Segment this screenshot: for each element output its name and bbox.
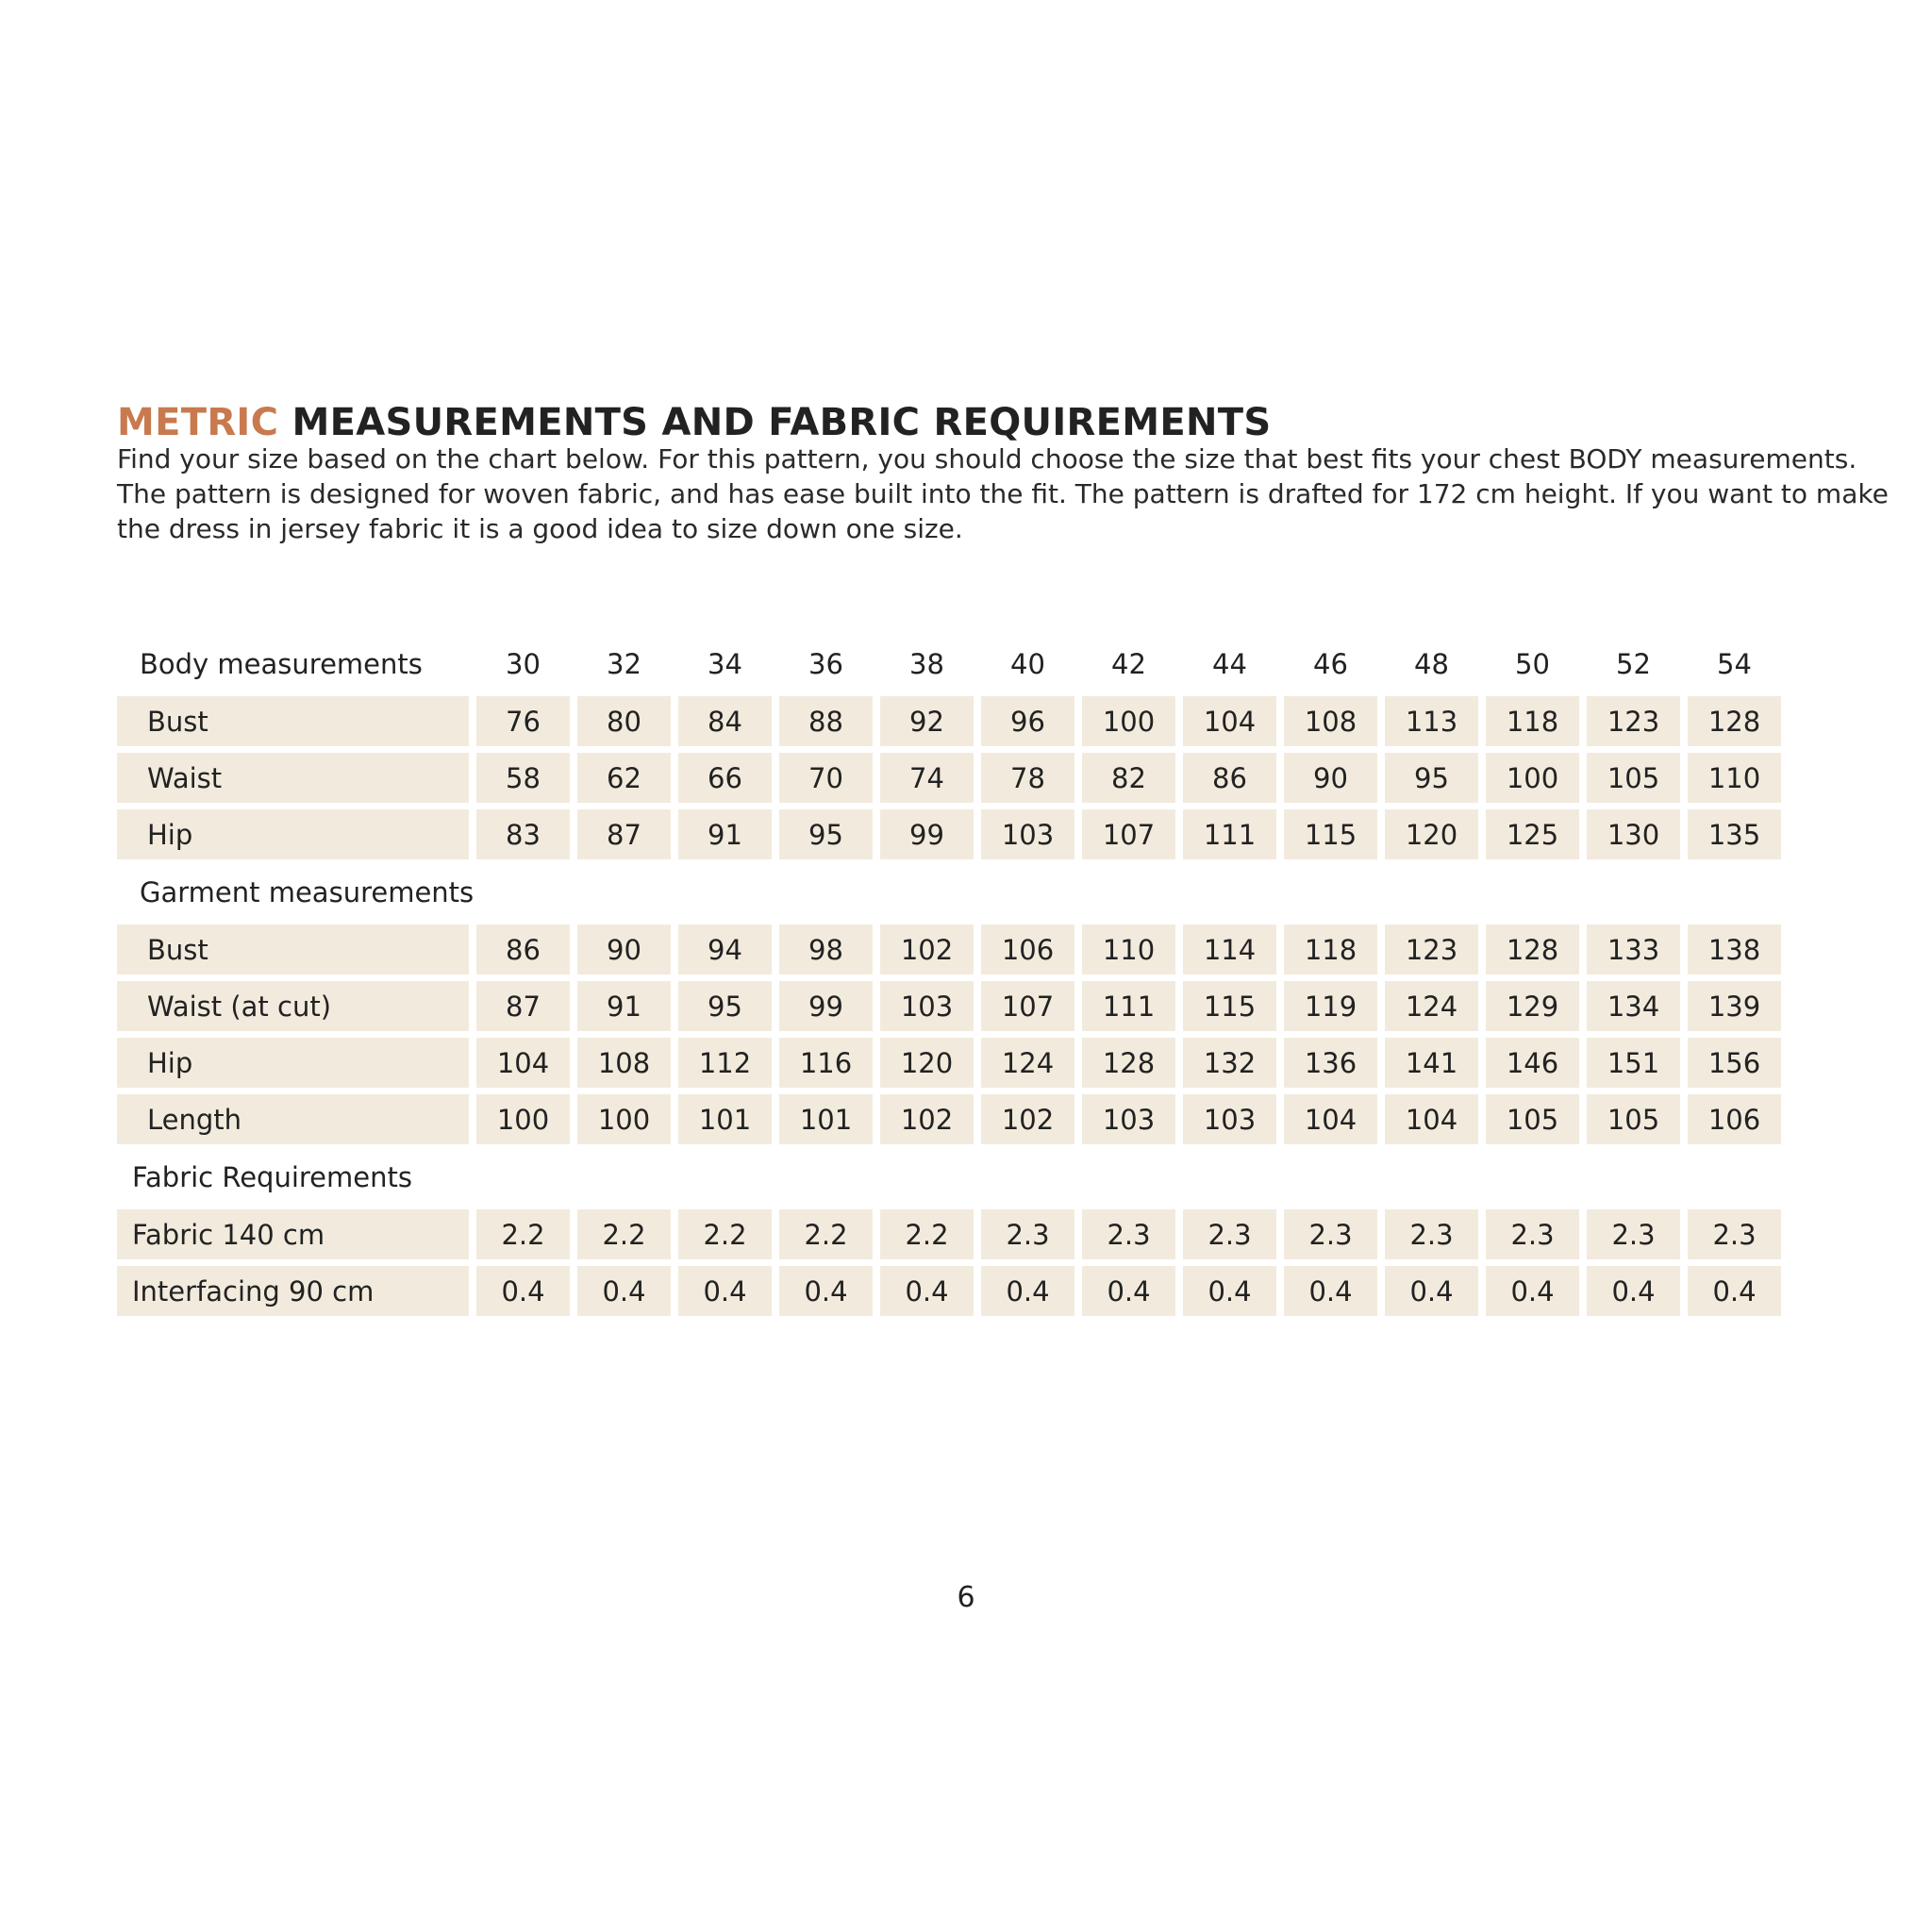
- table-cell: 107: [1082, 809, 1175, 859]
- table-cell: 123: [1587, 696, 1680, 746]
- table-cell: 95: [678, 981, 772, 1031]
- size-chart-table: [117, 638, 1781, 1323]
- table-cell: 2.3: [1082, 1209, 1175, 1259]
- section-heading: Garment measurements: [140, 876, 475, 908]
- row-label: Interfacing 90 cm: [117, 1266, 469, 1316]
- page-number: 6: [957, 1581, 975, 1614]
- table-cell: 128: [1082, 1038, 1175, 1088]
- table-cell: 0.4: [1082, 1266, 1175, 1316]
- table-cell: 118: [1486, 696, 1579, 746]
- table-cell: 111: [1183, 809, 1276, 859]
- table-cell: 2.2: [779, 1209, 873, 1259]
- size-header-cell: 32: [607, 648, 641, 680]
- table-cell: 105: [1587, 1094, 1680, 1144]
- header-label: Body measurements: [140, 648, 423, 680]
- table-cell: 135: [1688, 809, 1781, 859]
- title-rest: MEASUREMENTS AND FABRIC REQUIREMENTS: [278, 401, 1272, 444]
- table-cell: 0.4: [1284, 1266, 1377, 1316]
- table-cell: 120: [880, 1038, 974, 1088]
- table-cell: 118: [1284, 924, 1377, 974]
- table-cell: 87: [577, 809, 671, 859]
- table-cell: 0.4: [577, 1266, 671, 1316]
- table-row: [117, 696, 1781, 746]
- table-cell: 136: [1284, 1038, 1377, 1088]
- table-cell: 95: [1385, 753, 1478, 803]
- size-header-cell: 54: [1717, 648, 1752, 680]
- row-label: Bust: [117, 924, 469, 974]
- table-cell: 86: [476, 924, 570, 974]
- table-cell: 113: [1385, 696, 1478, 746]
- table-cell: 83: [476, 809, 570, 859]
- table-cell: 0.4: [1486, 1266, 1579, 1316]
- table-cell: 115: [1284, 809, 1377, 859]
- table-cell: 130: [1587, 809, 1680, 859]
- table-cell: 100: [476, 1094, 570, 1144]
- table-cell: 100: [1486, 753, 1579, 803]
- table-row: [117, 981, 1781, 1031]
- table-cell: 123: [1385, 924, 1478, 974]
- table-cell: 151: [1587, 1038, 1680, 1088]
- table-cell: 98: [779, 924, 873, 974]
- table-cell: 108: [577, 1038, 671, 1088]
- table-cell: 87: [476, 981, 570, 1031]
- table-cell: 104: [476, 1038, 570, 1088]
- table-cell: 100: [577, 1094, 671, 1144]
- table-cell: 2.3: [1587, 1209, 1680, 1259]
- table-cell: 2.3: [1486, 1209, 1579, 1259]
- table-cell: 134: [1587, 981, 1680, 1031]
- table-cell: 156: [1688, 1038, 1781, 1088]
- size-header-cell: 50: [1515, 648, 1550, 680]
- table-cell: 0.4: [1688, 1266, 1781, 1316]
- table-cell: 110: [1688, 753, 1781, 803]
- size-header-cell: 52: [1616, 648, 1651, 680]
- table-cell: 2.2: [577, 1209, 671, 1259]
- table-header-row: [117, 638, 1781, 691]
- table-cell: 102: [880, 1094, 974, 1144]
- table-cell: 104: [1284, 1094, 1377, 1144]
- table-cell: 141: [1385, 1038, 1478, 1088]
- table-cell: 74: [880, 753, 974, 803]
- table-cell: 2.2: [678, 1209, 772, 1259]
- table-cell: 114: [1183, 924, 1276, 974]
- table-cell: 103: [880, 981, 974, 1031]
- table-row: [117, 1209, 1781, 1259]
- title-accent: METRIC: [117, 401, 279, 444]
- table-row: [117, 924, 1781, 974]
- intro-line: Find your size based on the chart below. For this pattern, you should choose the size that best fits your chest BODY measurements.: [117, 443, 1857, 475]
- table-cell: 129: [1486, 981, 1579, 1031]
- size-header-cell: 36: [808, 648, 843, 680]
- table-cell: 58: [476, 753, 570, 803]
- table-cell: 103: [981, 809, 1074, 859]
- size-header-cell: 38: [909, 648, 944, 680]
- table-cell: 90: [1284, 753, 1377, 803]
- table-cell: 99: [779, 981, 873, 1031]
- row-label: Waist (at cut): [117, 981, 469, 1031]
- row-label: Waist: [117, 753, 469, 803]
- table-cell: 116: [779, 1038, 873, 1088]
- table-cell: 91: [678, 809, 772, 859]
- table-cell: 138: [1688, 924, 1781, 974]
- row-label: Fabric 140 cm: [117, 1209, 469, 1259]
- table-cell: 128: [1486, 924, 1579, 974]
- table-cell: 0.4: [678, 1266, 772, 1316]
- table-cell: 0.4: [981, 1266, 1074, 1316]
- table-row: [117, 1038, 1781, 1088]
- table-cell: 102: [880, 924, 974, 974]
- size-header-cell: 34: [708, 648, 742, 680]
- table-cell: 66: [678, 753, 772, 803]
- table-cell: 106: [981, 924, 1074, 974]
- table-cell: 104: [1385, 1094, 1478, 1144]
- table-cell: 2.2: [476, 1209, 570, 1259]
- row-label: Hip: [117, 809, 469, 859]
- size-header-cell: 48: [1414, 648, 1449, 680]
- table-cell: 84: [678, 696, 772, 746]
- table-cell: 124: [981, 1038, 1074, 1088]
- table-cell: 76: [476, 696, 570, 746]
- table-cell: 88: [779, 696, 873, 746]
- table-row: [117, 809, 1781, 859]
- table-cell: 2.3: [1284, 1209, 1377, 1259]
- table-cell: 110: [1082, 924, 1175, 974]
- table-cell: 2.3: [1385, 1209, 1478, 1259]
- table-cell: 95: [779, 809, 873, 859]
- table-cell: 139: [1688, 981, 1781, 1031]
- table-cell: 104: [1183, 696, 1276, 746]
- table-cell: 70: [779, 753, 873, 803]
- table-cell: 103: [1082, 1094, 1175, 1144]
- table-cell: 92: [880, 696, 974, 746]
- row-label: Bust: [117, 696, 469, 746]
- table-cell: 82: [1082, 753, 1175, 803]
- intro-line: the dress in jersey fabric it is a good idea to size down one size.: [117, 513, 963, 544]
- table-cell: 100: [1082, 696, 1175, 746]
- table-cell: 103: [1183, 1094, 1276, 1144]
- table-cell: 91: [577, 981, 671, 1031]
- table-cell: 0.4: [880, 1266, 974, 1316]
- page-title: [117, 398, 1271, 447]
- table-cell: 94: [678, 924, 772, 974]
- table-cell: 101: [779, 1094, 873, 1144]
- table-cell: 96: [981, 696, 1074, 746]
- row-label: Hip: [117, 1038, 469, 1088]
- table-cell: 107: [981, 981, 1074, 1031]
- size-header-cell: 40: [1010, 648, 1045, 680]
- table-cell: 108: [1284, 696, 1377, 746]
- table-cell: 2.2: [880, 1209, 974, 1259]
- table-cell: 0.4: [1183, 1266, 1276, 1316]
- table-cell: 105: [1587, 753, 1680, 803]
- section-heading-row: [117, 866, 1781, 919]
- size-header-cell: 30: [506, 648, 541, 680]
- section-heading-row: [117, 1151, 1781, 1204]
- table-row: [117, 753, 1781, 803]
- table-cell: 146: [1486, 1038, 1579, 1088]
- table-cell: 124: [1385, 981, 1478, 1031]
- size-header-cell: 46: [1313, 648, 1348, 680]
- table-cell: 62: [577, 753, 671, 803]
- section-heading: Fabric Requirements: [132, 1161, 412, 1193]
- table-cell: 115: [1183, 981, 1276, 1031]
- row-label: Length: [117, 1094, 469, 1144]
- size-header-cell: 44: [1212, 648, 1247, 680]
- table-cell: 99: [880, 809, 974, 859]
- table-cell: 0.4: [779, 1266, 873, 1316]
- table-cell: 125: [1486, 809, 1579, 859]
- table-cell: 106: [1688, 1094, 1781, 1144]
- table-cell: 111: [1082, 981, 1175, 1031]
- table-cell: 105: [1486, 1094, 1579, 1144]
- table-cell: 2.3: [1183, 1209, 1276, 1259]
- size-header-cell: 42: [1111, 648, 1146, 680]
- table-cell: 0.4: [476, 1266, 570, 1316]
- table-cell: 90: [577, 924, 671, 974]
- table-cell: 128: [1688, 696, 1781, 746]
- table-cell: 119: [1284, 981, 1377, 1031]
- table-cell: 86: [1183, 753, 1276, 803]
- table-cell: 101: [678, 1094, 772, 1144]
- table-row: [117, 1266, 1781, 1316]
- table-cell: 2.3: [1688, 1209, 1781, 1259]
- table-cell: 132: [1183, 1038, 1276, 1088]
- intro-line: The pattern is designed for woven fabric, and has ease built into the fit. The pattern is drafted for 172 cm height. If you want to make: [117, 478, 1889, 509]
- table-cell: 80: [577, 696, 671, 746]
- table-cell: 112: [678, 1038, 772, 1088]
- table-cell: 0.4: [1587, 1266, 1680, 1316]
- table-cell: 0.4: [1385, 1266, 1478, 1316]
- table-row: [117, 1094, 1781, 1144]
- intro-paragraph: [117, 441, 1889, 546]
- table-cell: 102: [981, 1094, 1074, 1144]
- table-cell: 2.3: [981, 1209, 1074, 1259]
- table-cell: 133: [1587, 924, 1680, 974]
- table-cell: 120: [1385, 809, 1478, 859]
- table-cell: 78: [981, 753, 1074, 803]
